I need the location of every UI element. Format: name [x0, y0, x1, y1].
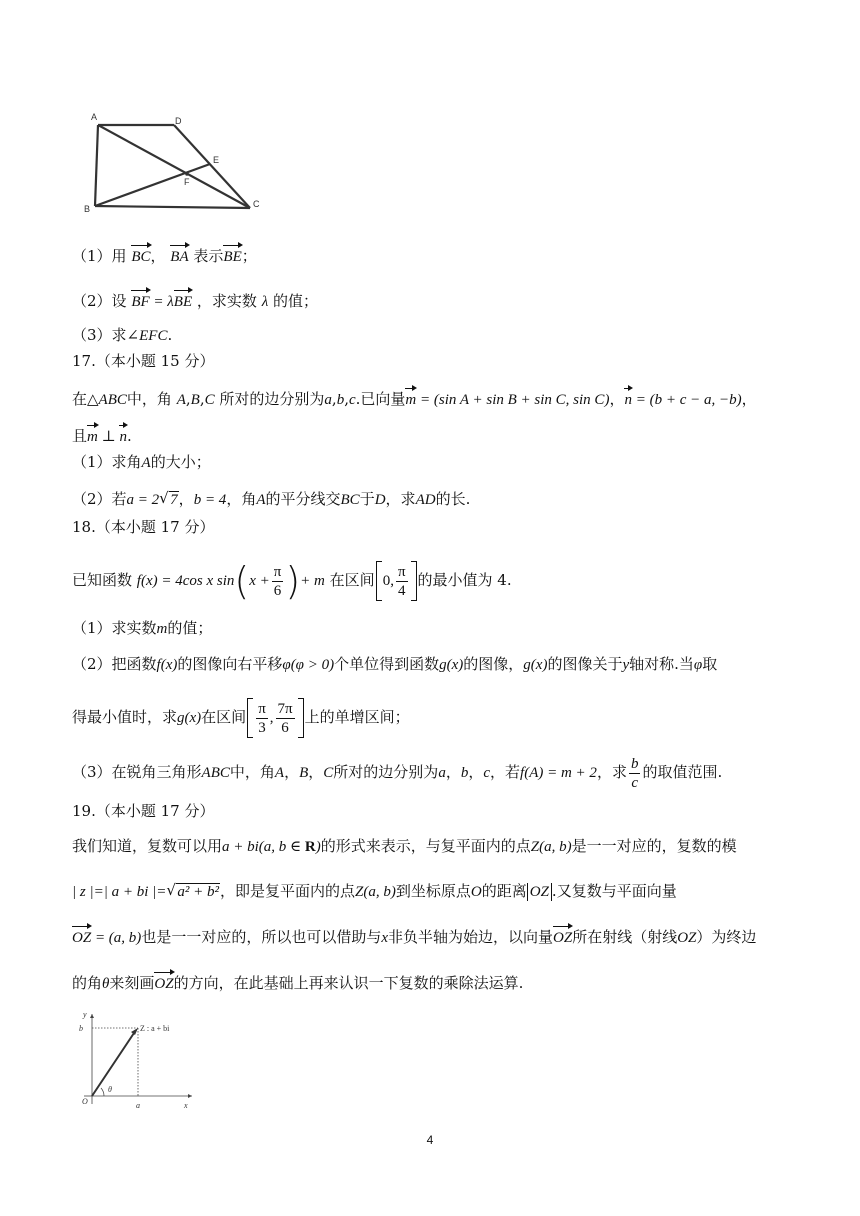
- q19-statement-4: 的角θ来刻画OZ的方向，在此基础上再来认识一下复数的乘除法运算.: [72, 971, 523, 995]
- q17-statement-1: 在△ABC中，角 A,B,C 所对的边分别为a,b,c.已向量m = (sin A + sin B + sin C, sin C)，n = (b + c − a, −b)，: [72, 387, 757, 411]
- q16-part1: （1）用 BC， BA 表示BE；: [72, 244, 257, 268]
- q19-statement-3: OZ = (a, b)也是一一对应的，所以也可以借助与x非负半轴为始边，以向量OZ所在射线（射线OZ）为终边: [72, 925, 756, 949]
- q17-statement-2: 且m ⊥ n.: [72, 424, 132, 448]
- q18-statement: 已知函数 f(x) = 4cos x sin(x + $\frac{\pi}{6}$ )+ m 在区间 0, $\frac{\pi}{4}$ 的最小值为 4.: [72, 559, 512, 603]
- b-tick-label: b: [79, 1024, 83, 1033]
- q19-heading: 19.（本小题 17 分）: [72, 802, 215, 820]
- q18-part3: （3）在锐角三角形ABC中，角A，B，C所对的边分别为a，b，c，若f(A) = m + 2，求 $\frac{b}{c}$ 的取值范围.: [72, 755, 723, 791]
- label-E: E: [213, 155, 220, 165]
- q18-part2-line2: 得最小值时，求g(x)在区间 $\frac{\pi}{3}$ , $\frac{7\pi}{6}$ 上的单增区间；: [72, 697, 410, 738]
- y-axis-label: y: [83, 1010, 87, 1019]
- label-C: C: [253, 199, 260, 209]
- q18-part2-line1: （2）把函数f(x)的图像向右平移φ(φ > 0)个单位得到函数g(x)的图像，g(x)的图像关于y轴对称.当φ取: [72, 655, 718, 673]
- q19-statement-2: | z |=| a + bi |=√ a² + b²，即是复平面内的点Z(a, b)到坐标原点O的距离 OZ .又复数与平面向量: [72, 880, 677, 903]
- q17-part1: （1）求角A的大小；: [72, 453, 211, 471]
- q16-part2: （2）设 BF = λBE ，求实数 λ 的值；: [72, 289, 318, 313]
- a-tick-label: a: [136, 1101, 140, 1110]
- q17-heading: 17.（本小题 15 分）: [72, 352, 215, 370]
- q16-part3: （3）求∠EFC.: [72, 326, 173, 344]
- label-F: F: [184, 177, 190, 187]
- complex-plane-figure: [74, 1008, 204, 1114]
- x-axis-label: x: [184, 1101, 188, 1110]
- label-D: D: [175, 116, 182, 126]
- label-A: A: [91, 112, 98, 122]
- quadrilateral-figure: [78, 108, 268, 218]
- point-z-label: Z : a + bi: [140, 1024, 170, 1033]
- q18-heading: 18.（本小题 17 分）: [72, 518, 215, 536]
- q17-part2: （2）若a = 2√ 7，b = 4，角A的平分线交BC于D，求AD的长.: [72, 488, 470, 511]
- theta-label: θ: [108, 1085, 112, 1094]
- origin-label: O: [82, 1097, 88, 1106]
- page-number: 4: [426, 1133, 434, 1147]
- label-B: B: [84, 204, 91, 214]
- q19-statement-1: 我们知道，复数可以用a + bi(a, b ∈ R)的形式来表示，与复平面内的点Z(a, b)是一一对应的，复数的模: [72, 837, 737, 855]
- q18-part1: （1）求实数m的值；: [72, 619, 213, 637]
